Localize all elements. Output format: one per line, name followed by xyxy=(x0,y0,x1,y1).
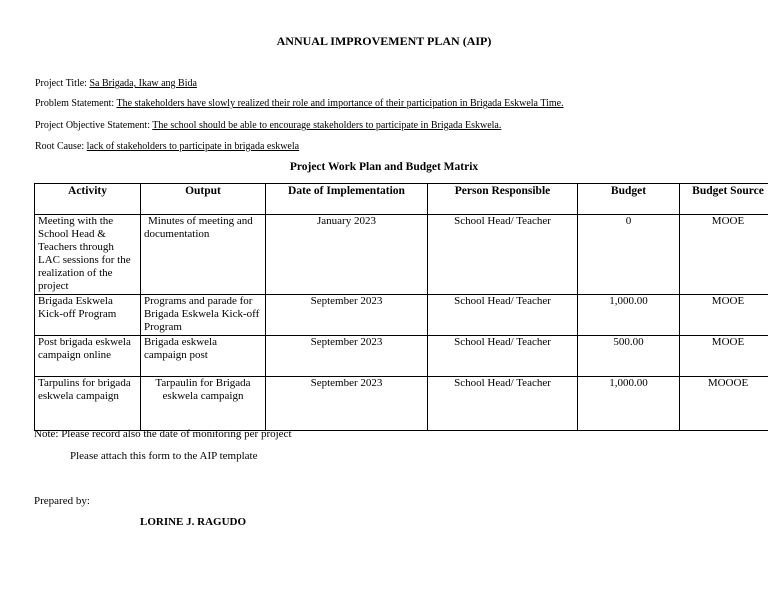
project-title-label: Project Title: xyxy=(35,78,87,89)
cell-output: Brigada eskwela campaign post xyxy=(141,336,266,377)
cell-budget: 0 xyxy=(578,215,680,295)
cell-budget: 1,000.00 xyxy=(578,295,680,336)
problem-statement-label: Problem Statement: xyxy=(35,98,115,109)
table-row xyxy=(35,377,768,431)
header-output: Output xyxy=(141,184,266,215)
cell-budget-source: MOOOE xyxy=(680,377,768,431)
attach-note: Please attach this form to the AIP template xyxy=(70,450,258,462)
cell-date: September 2023 xyxy=(266,377,428,431)
header-activity: Activity xyxy=(35,184,141,215)
cell-output: Programs and parade for Brigada Eskwela Kick-off Program xyxy=(141,295,266,336)
cell-person: School Head/ Teacher xyxy=(428,295,578,336)
table-row xyxy=(35,295,768,336)
cell-activity: Post brigada eskwela campaign online xyxy=(35,336,141,377)
header-date: Date of Implementation xyxy=(266,184,428,215)
cell-activity: Meeting with the School Head & Teachers through LAC sessions for the realization of the project xyxy=(35,215,141,295)
header-budget: Budget xyxy=(578,184,680,215)
cell-budget-source: MOOE xyxy=(680,215,768,295)
preparer-name: LORINE J. RAGUDO xyxy=(140,516,247,528)
cell-person: School Head/ Teacher xyxy=(428,377,578,431)
cell-budget: 1,000.00 xyxy=(578,377,680,431)
cell-budget-source: MOOE xyxy=(680,295,768,336)
objective-statement-field xyxy=(35,120,501,131)
page-title: ANNUAL IMPROVEMENT PLAN (AIP) xyxy=(276,34,492,48)
cell-activity: Brigada Eskwela Kick-off Program xyxy=(35,295,141,336)
root-cause-field xyxy=(35,141,299,152)
cell-date: September 2023 xyxy=(266,295,428,336)
cell-person: School Head/ Teacher xyxy=(428,336,578,377)
table-row xyxy=(35,215,768,295)
matrix-title: Project Work Plan and Budget Matrix xyxy=(289,161,479,173)
cell-activity: Tarpulins for brigada eskwela campaign xyxy=(35,377,141,431)
table-row xyxy=(35,336,768,377)
problem-statement-field xyxy=(35,98,564,109)
objective-statement-label: Project Objective Statement: xyxy=(35,120,150,131)
header-person: Person Responsible xyxy=(428,184,578,215)
cell-output: Tarpaulin for Brigada eskwela campaign xyxy=(141,377,266,431)
prepared-by-label: Prepared by: xyxy=(34,495,90,507)
table-header-row xyxy=(35,184,768,215)
cell-date: September 2023 xyxy=(266,336,428,377)
root-cause-value: lack of stakeholders to participate in brigada eskwela xyxy=(86,141,300,152)
root-cause-label: Root Cause: xyxy=(35,141,85,152)
cell-person: School Head/ Teacher xyxy=(428,215,578,295)
monitoring-note: Note: Please record also the date of monitoring per project xyxy=(34,428,292,440)
header-budget-source: Budget Source xyxy=(680,184,768,215)
cell-budget: 500.00 xyxy=(578,336,680,377)
cell-budget-source: MOOE xyxy=(680,336,768,377)
objective-statement-value: The school should be able to encourage stakeholders to participate in Brigada Eskwela. xyxy=(152,120,502,131)
project-title-value: Sa Brigada, Ikaw ang Bida xyxy=(89,78,197,89)
cell-date: January 2023 xyxy=(266,215,428,295)
problem-statement-value: The stakeholders have slowly realized their role and importance of their participation in Brigada Eskwela Time. xyxy=(116,98,564,109)
work-plan-table xyxy=(34,183,768,431)
project-title-field xyxy=(35,78,197,89)
cell-output: Minutes of meeting and documentation xyxy=(141,215,266,295)
